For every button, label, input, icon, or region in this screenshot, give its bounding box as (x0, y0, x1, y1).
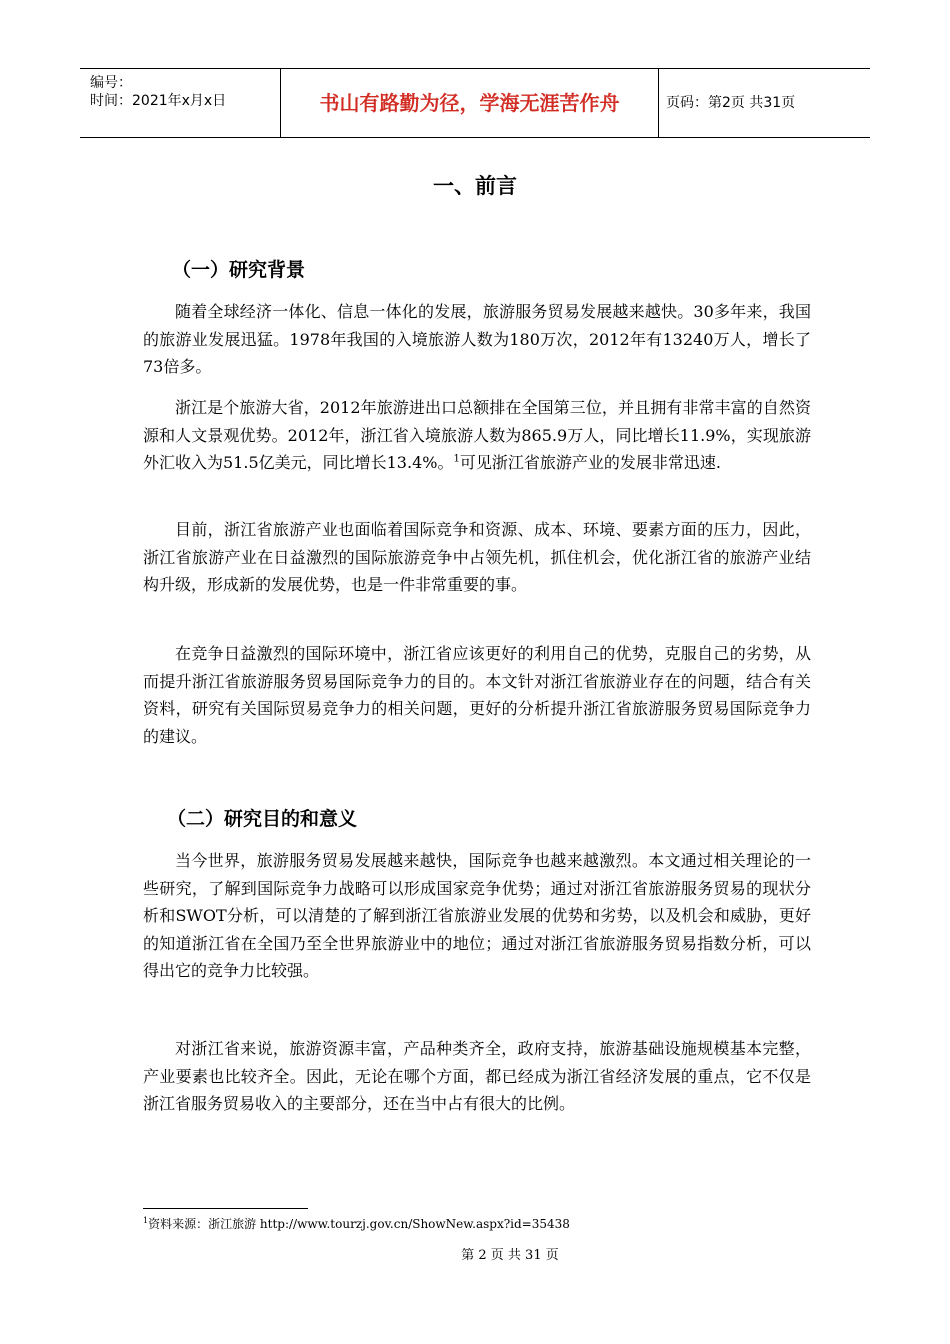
paragraph-text: 浙江是个旅游大省，2012年旅游进出口总额排在全国第三位，并且拥有非常丰富的自然资源和人文景观优势。2012年，浙江省入境旅游人数为865.9万人，同比增长11.9%，实现旅游外汇收入为51.5亿美元，同比增长13.4%。 (143, 398, 811, 472)
page-header (80, 68, 870, 138)
header-page-info: 页码：第2页 共31页 (666, 95, 796, 111)
section-title-background: （一）研究背景 (172, 259, 306, 281)
paragraph-text: 可见浙江省旅游产业的发展非常迅速. (459, 453, 721, 472)
header-meta (80, 69, 280, 137)
page-footer: 第 2 页 共 31 页 (461, 1248, 559, 1263)
footnote-reference[interactable]: 1 (453, 453, 460, 465)
header-divider (658, 69, 659, 137)
paragraph: 对浙江省来说，旅游资源丰富，产品种类齐全，政府支持，旅游基础设施规模基本完整，产业要素也比较齐全。因此，无论在哪个方面，都已经成为浙江省经济发展的重点，它不仅是浙江省服务贸易收入的主要部分，还在当中占有很大的比例。 (143, 1039, 811, 1113)
paragraph: 目前，浙江省旅游产业也面临着国际竞争和资源、成本、环境、要素方面的压力，因此，浙江省旅游产业在日益激烈的国际旅游竞争中占领先机，抓住机会，优化浙江省的旅游产业结构升级，形成新的发展优势，也是一件非常重要的事。 (143, 520, 811, 594)
paragraph: 随着全球经济一体化、信息一体化的发展，旅游服务贸易发展越来越快。30多年来，我国的旅游业发展迅猛。1978年我国的入境旅游人数为180万次，2012年有13240万人，增长了73倍多。 (143, 302, 811, 376)
footnote-text: 资料来源：浙江旅游 http://www.tourzj.gov.cn/ShowNew.aspx?id=35438 (148, 1217, 570, 1231)
paragraph (143, 394, 811, 477)
footnote (143, 1213, 570, 1232)
paragraph: 当今世界，旅游服务贸易发展越来越快，国际竞争也越来越激烈。本文通过相关理论的一些研究，了解到国际竞争力战略可以形成国家竞争优势；通过对浙江省旅游服务贸易的现状分析和SWOT分析，可以清楚的了解到浙江省旅游业发展的优势和劣势，以及机会和威胁，更好的知道浙江省在全国乃至全世界旅游业中的地位；通过对浙江省旅游服务贸易指数分析，可以得出它的竞争力比较强。 (143, 851, 811, 980)
footnote-mark: 1 (143, 1216, 149, 1225)
document-number-label: 编号： (90, 75, 132, 91)
chapter-title: 一、前言 (433, 174, 517, 198)
paragraph: 在竞争日益激烈的国际环境中，浙江省应该更好的利用自己的优势，克服自己的劣势，从而提升浙江省旅游服务贸易国际竞争力的目的。本文针对浙江省旅游业存在的问题，结合有关资料，研究有关国际贸易竞争力的相关问题，更好的分析提升浙江省旅游服务贸易国际竞争力的建议。 (143, 644, 811, 746)
section-title-purpose: （二）研究目的和意义 (167, 808, 358, 830)
document-date-label: 时间：2021年x月x日 (90, 93, 227, 109)
header-motto: 书山有路勤为径，学海无涯苦作舟 (319, 91, 620, 115)
footnote-separator (143, 1208, 308, 1209)
